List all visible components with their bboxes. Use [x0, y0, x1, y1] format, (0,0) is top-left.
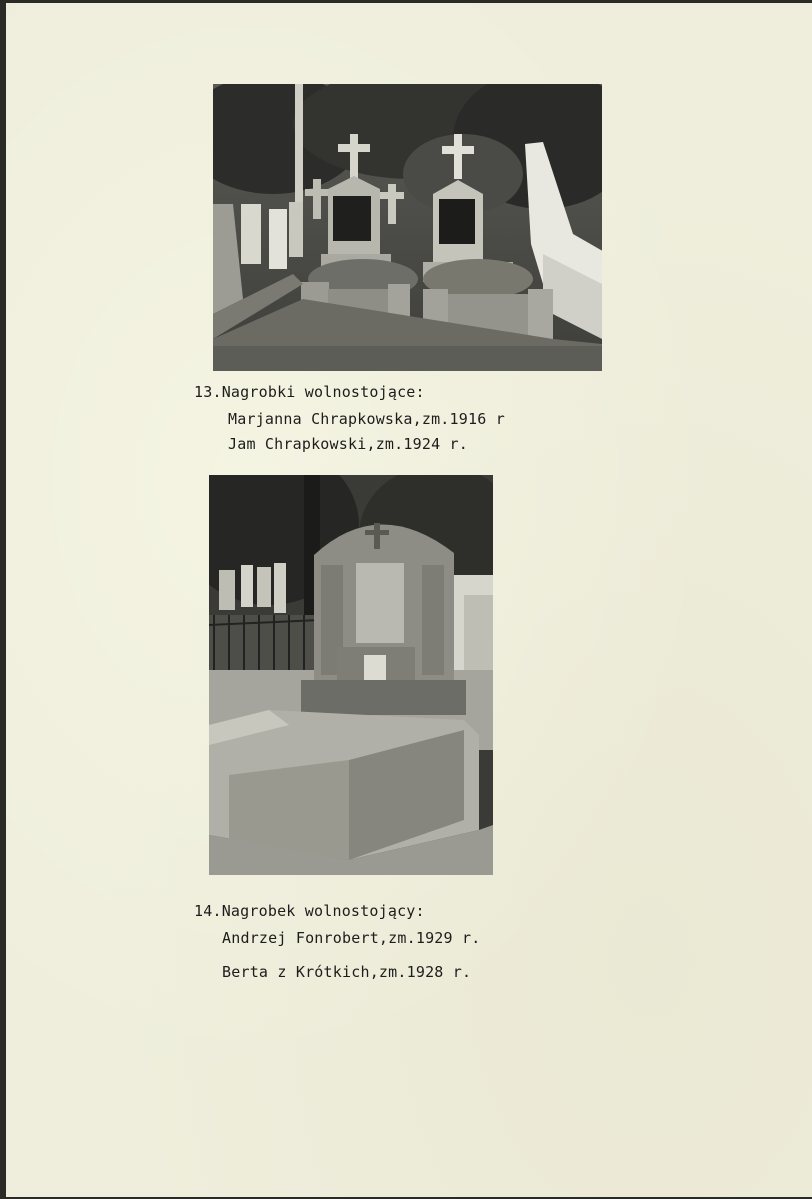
caption-14-line2: Berta z Krótkich,zm.1928 r.	[222, 963, 472, 981]
caption-14-line1: Andrzej Fonrobert,zm.1929 r.	[222, 929, 481, 947]
photo-13-tombstones	[213, 84, 602, 371]
caption-13-line2: Jam Chrapkowski,zm.1924 r.	[228, 435, 468, 453]
caption-14-title: 14.Nagrobek wolnostojący:	[194, 902, 425, 920]
caption-13-title: 13.Nagrobki wolnostojące:	[194, 383, 425, 401]
caption-13-line1: Marjanna Chrapkowska,zm.1916 r	[228, 410, 505, 428]
photo-14-tombstone	[209, 475, 493, 875]
